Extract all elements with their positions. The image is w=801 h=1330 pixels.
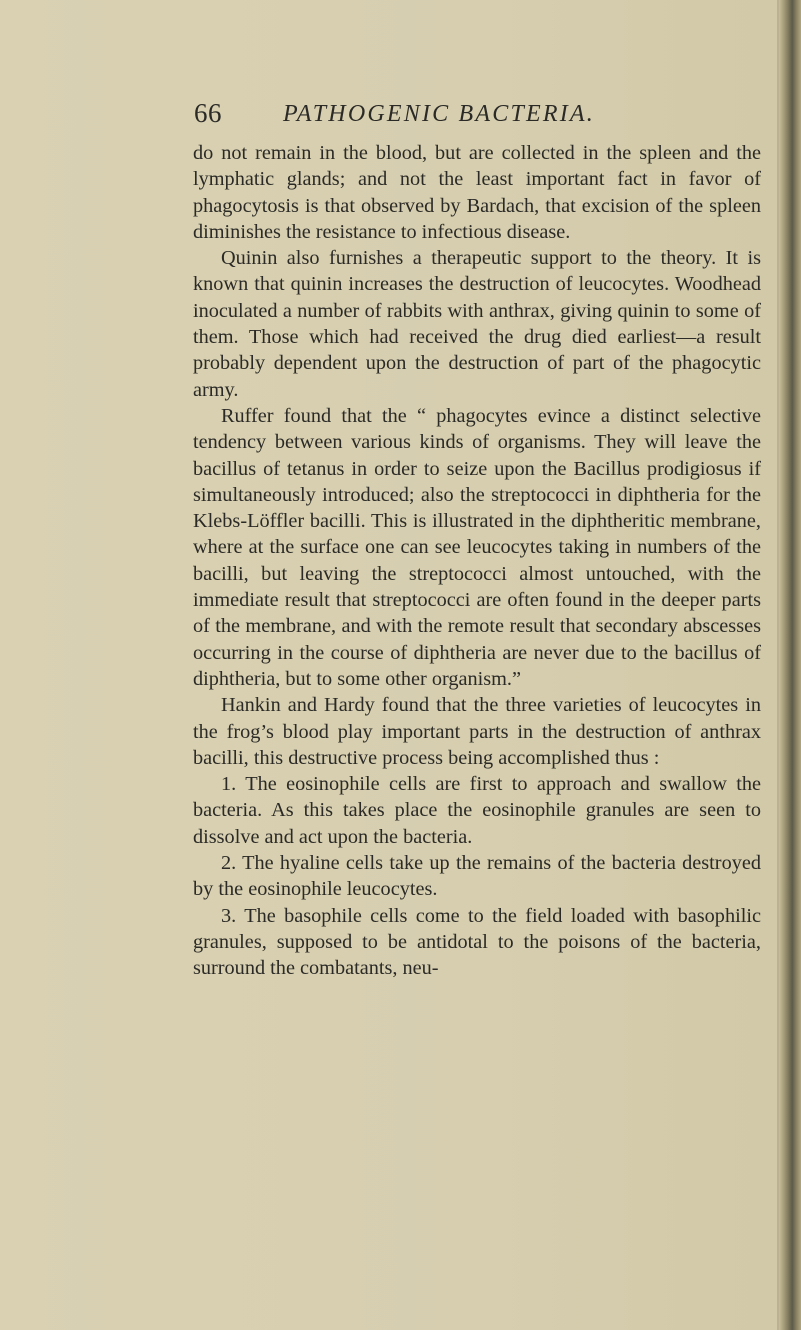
page-edge-binding	[779, 0, 801, 1330]
list-item-basophile: 3. The basophile cells come to the field loaded with basophilic granules, supposed to be antidotal to the poisons of the bacteria, surround the combatants, neu-	[193, 904, 761, 980]
page-number: 66	[194, 98, 222, 128]
body-text	[193, 140, 761, 982]
paragraph-continuation: do not remain in the blood, but are collected in the spleen and the lymphatic glands; and not the least important fact in favor of phagocytosis is that observed by Bardach, that excision of the spleen diminishes the resistance to infectious disease.	[193, 142, 761, 243]
paragraph-quinin: Quinin also furnishes a therapeutic support to the theory. It is known that quinin increases the destruction of leucocytes. Woodhead inoculated a number of rabbits with anthrax, giving quinin to some of them. Those which had received the drug died earliest—a result probably dependent upon the destruction of part of the phagocytic army.	[193, 247, 761, 401]
list-item-eosinophile: 1. The eosinophile cells are first to approach and swallow the bacteria. As this takes place the eosinophile granules are seen to dissolve and act upon the bacteria.	[193, 773, 761, 848]
paragraph-ruffer: Ruffer found that the “ phagocytes evince a distinct selective tendency between various kinds of organisms. They will leave the bacillus of tetanus in order to seize upon the Bacillus prodigiosus if simultaneously introduced; also the streptococci in diphtheria for the Klebs-Löffler bacilli. This is illustrated in the diphtheritic membrane, where at the surface one can see leucocytes taking in numbers of the bacilli, but leaving the streptococci almost untouched, with the immediate result that streptococci are often found in the deeper parts of the membrane, and with the remote result that secondary abscesses occurring in the course of diphtheria are never due to the bacillus of diphtheria, but to some other organism.”	[193, 404, 761, 690]
list-item-hyaline: 2. The hyaline cells take up the remains of the bacteria destroyed by the eosinophile leucocytes.	[193, 852, 761, 901]
page-header	[0, 98, 801, 138]
running-title: PATHOGENIC BACTERIA.	[283, 101, 595, 127]
paragraph-hankin-hardy: Hankin and Hardy found that the three varieties of leucocytes in the frog’s blood play important parts in the destruction of anthrax bacilli, this destructive process being accomplished thus :	[193, 694, 761, 769]
